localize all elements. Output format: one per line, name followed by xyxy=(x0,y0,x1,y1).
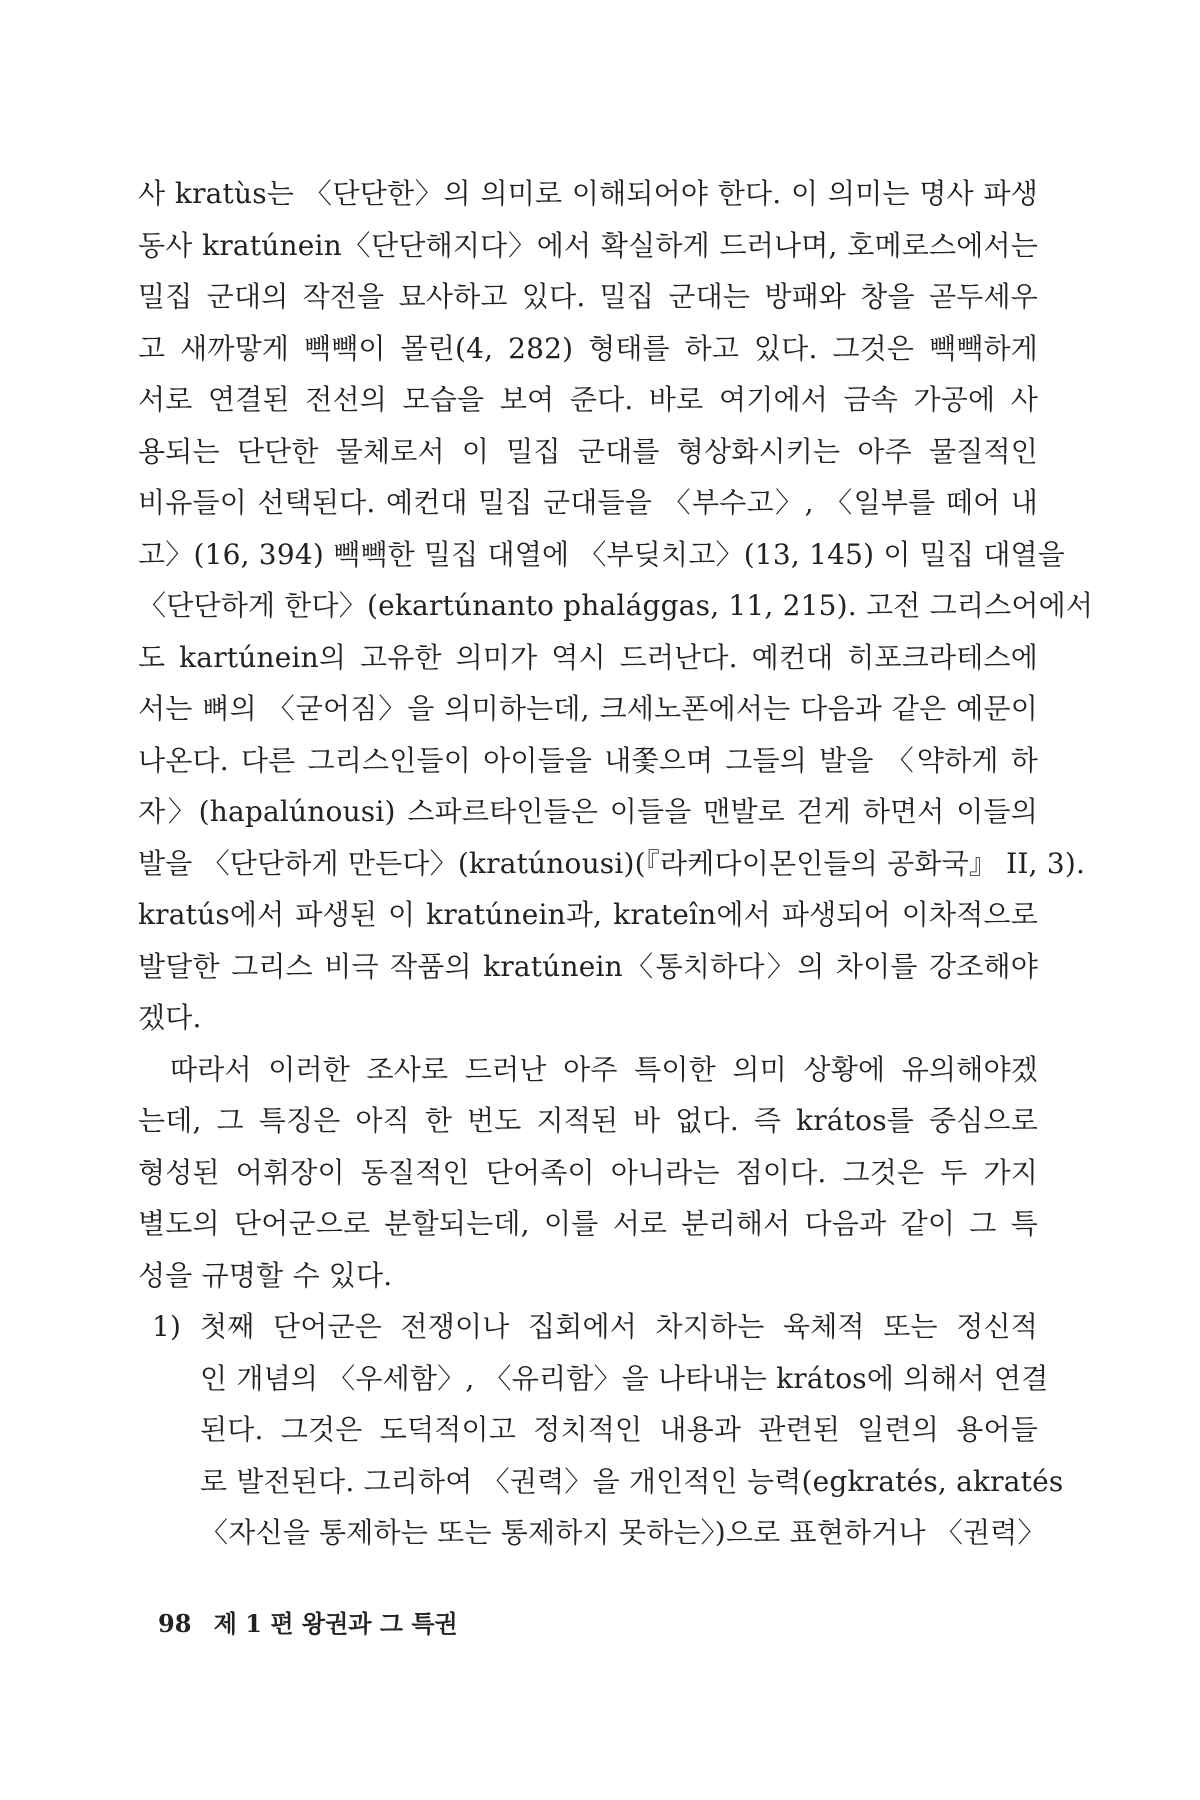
text-line: 밀집 군대의 작전을 묘사하고 있다. 밀집 군대는 방패와 창을 곧두세우 xyxy=(138,280,1038,313)
text-line: 고 새까맣게 빽빽이 몰린(4, 282) 형태를 하고 있다. 그것은 빽빽하게 xyxy=(138,331,1038,365)
text-line: 동사 kratúnein〈단단해지다〉에서 확실하게 드러나며, 호메로스에서는 xyxy=(138,228,1038,262)
page-footer xyxy=(158,1604,458,1639)
text-line: 성을 규명할 수 있다. xyxy=(138,1258,393,1292)
paragraph-2 xyxy=(138,1044,1038,1302)
text-line: 〈자신을 통제하는 또는 통제하지 못하는〉)으로 표현하거나 〈권력〉 xyxy=(200,1516,1046,1549)
text-line: 서는 뼈의 〈굳어짐〉을 의미하는데, 크세노폰에서는 다음과 같은 예문이 xyxy=(138,692,1038,725)
text-line: 사 kratùs는 〈단단한〉의 의미로 이해되어야 한다. 이 의미는 명사 파생 xyxy=(138,177,1038,210)
text-line: 별도의 단어군으로 분할되는데, 이를 서로 분리해서 다음과 같이 그 특 xyxy=(138,1207,1038,1240)
item-text: 첫째 단어군은 전쟁이나 집회에서 차지하는 육체적 또는 정신적 xyxy=(200,1310,1038,1343)
text-line: 된다. 그것은 도덕적이고 정치적인 내용과 관련된 일련의 용어들 xyxy=(200,1413,1038,1446)
paragraph-1 xyxy=(138,168,1094,1044)
text-line xyxy=(138,1301,1038,1353)
body-text xyxy=(138,168,1094,1559)
text-line: 고〉(16, 394) 빽빽한 밀집 대열에 〈부딪치고〉(13, 145) 이 밀집 대열을 xyxy=(138,537,1066,571)
text-line: 는데, 그 특징은 아직 한 번도 지적된 바 없다. 즉 krátos를 중심으로 xyxy=(138,1104,1038,1137)
text-line: kratús에서 파생된 이 kratúnein과, krateîn에서 파생되어 이차적으로 xyxy=(138,898,1038,931)
text-line: 발을 〈단단하게 만든다〉(kratúnousi)(『라케다이몬인들의 공화국』 II, 3). xyxy=(138,846,1086,880)
text-line: 자〉(hapalúnousi) 스파르타인들은 이들을 맨발로 걷게 하면서 이들의 xyxy=(138,795,1038,828)
text-line: 겠다. xyxy=(138,1001,202,1034)
text-line: 인 개념의 〈우세함〉, 〈유리함〉을 나타내는 krátos에 의해서 연결 xyxy=(200,1361,1049,1395)
text-line: 서로 연결된 전선의 모습을 보여 준다. 바로 여기에서 금속 가공에 사 xyxy=(138,383,1038,416)
text-line: 발달한 그리스 비극 작품의 kratúnein〈통치하다〉의 차이를 강조해야 xyxy=(138,949,1038,983)
text-line: 형성된 어휘장이 동질적인 단어족이 아니라는 점이다. 그것은 두 가지 xyxy=(138,1155,1038,1189)
text-line: 따라서 이러한 조사로 드러난 아주 특이한 의미 상황에 유의해야겠 xyxy=(170,1052,1038,1086)
page-number: 98 xyxy=(158,1609,192,1638)
numbered-item-1 xyxy=(138,1301,1064,1559)
text-line: 〈단단하게 한다〉(ekartúnanto phalággas, 11, 215). 고전 그리스어에서 xyxy=(138,589,1094,622)
text-line: 비유들이 선택된다. 예컨대 밀집 군대들을 〈부수고〉, 〈일부를 떼어 내 xyxy=(138,486,1038,519)
text-line: 도 kartúnein의 고유한 의미가 역시 드러난다. 예컨대 히포크라테스에 xyxy=(138,640,1038,674)
running-footer-title: 제 1 편 왕권과 그 특권 xyxy=(213,1609,458,1638)
text-line: 나온다. 다른 그리스인들이 아이들을 내쫓으며 그들의 발을 〈약하게 하 xyxy=(138,743,1038,777)
item-number: 1) xyxy=(152,1310,182,1343)
text-line: 로 발전된다. 그리하여 〈권력〉을 개인적인 능력(egkratés, akratés xyxy=(200,1464,1064,1498)
text-line: 용되는 단단한 물체로서 이 밀집 군대를 형상화시키는 아주 물질적인 xyxy=(138,434,1038,468)
